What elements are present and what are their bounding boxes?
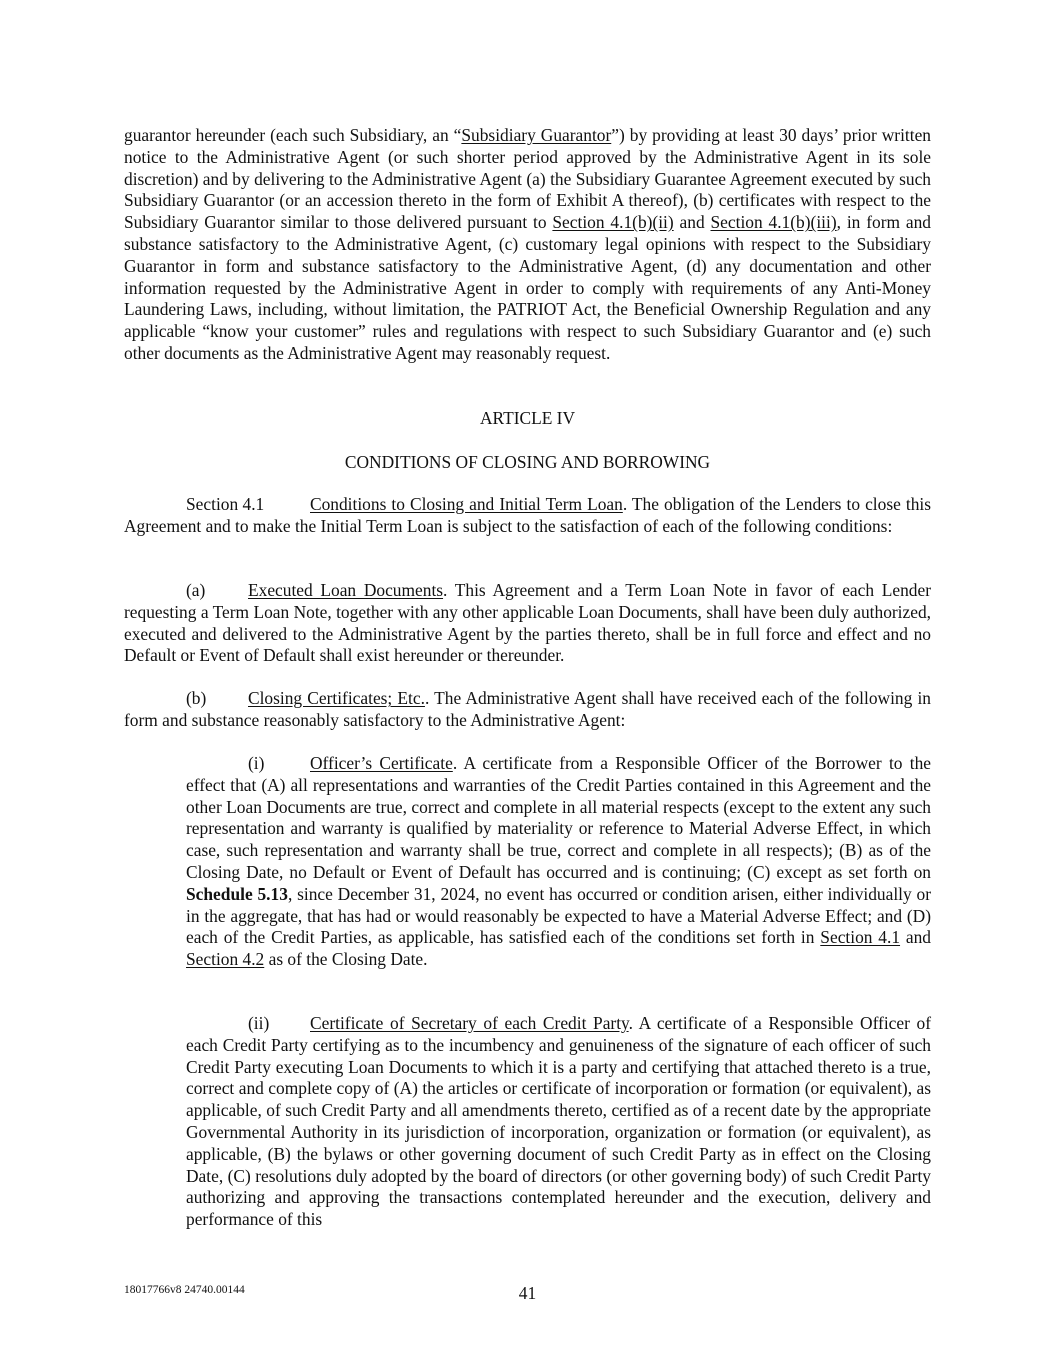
document-id: 18017766v8 24740.00144	[124, 1284, 245, 1296]
item-text-1: . A certificate from a Responsible Officer of the Borrower to the effect that (A) all representations and warranties of the Credit Parties contained in this Agreement and the other Loan Documents are true, correct and complete in all material respects (except to the extent any such representation and warranty is qualified by materiality or reference to Material Adverse Effect, in which case, such representation and warranty shall be true, correct and complete in all respects); (B) as of the Closing Date, no Default or Event of Default has occurred and is continuing; (C) except as set forth on	[186, 753, 931, 882]
item-number: (a)	[186, 580, 206, 600]
intro-text-2: ”) by providing at least 30 days’ prior written notice to the Administrative Agent (or such shorter period approved by the Administrative Agent in its sole discretion) and by delivering to the Administrative Agent (a) the Subsidiary Guarantee Agreement executed by such Subsidiary Guarantor (or an accession thereto in the form of Exhibit A thereof), (b) certificates with respect to the Subsidiary Guarantor similar to those delivered pursuant to	[124, 125, 931, 233]
article-heading: ARTICLE IV	[479, 408, 576, 428]
item-title: Closing Certificates; Etc.	[248, 688, 425, 708]
intro-text-3: and	[673, 212, 711, 233]
intro-paragraph	[124, 125, 931, 365]
item-i-paragraph	[186, 753, 931, 971]
item-text: . The Administrative Agent shall have received each of the following in form and substance reasonably satisfactory to the Administrative Agent:	[124, 688, 931, 730]
item-b-paragraph	[124, 688, 931, 732]
item-number: (ii)	[248, 1013, 270, 1033]
section-number: Section 4.1	[186, 494, 265, 514]
article-title: CONDITIONS OF CLOSING AND BORROWING	[344, 452, 711, 472]
section-reference-link: Section 4.1(b)(iii)	[710, 212, 837, 233]
section-4-1-paragraph	[124, 494, 931, 538]
item-text-4: as of the Closing Date.	[264, 949, 428, 970]
item-text: . This Agreement and a Term Loan Note in favor of each Lender requesting a Term Loan Note, together with any other applicable Loan Documents, shall have been duly authorized, executed and delivered to the Administrative Agent by the parties thereto, shall be in full force and effect and no Default or Event of Default shall exist hereunder or thereunder.	[124, 580, 931, 666]
item-text-2: , since December 31, 2024, no event has occurred or condition arisen, either individually or in the aggregate, that has had or would reasonably be expected to have a Material Adverse Effect; and (D) each of the Credit Parties, as applicable, has satisfied each of the conditions set forth in	[186, 883, 931, 948]
item-text: . A certificate of a Responsible Officer of each Credit Party certifying as to the incumbency and genuineness of the signature of each officer of such Credit Party executing Loan Documents to which it is a party and certifying that attached thereto is a true, correct and complete copy of (A) the articles or certificate of incorporation or formation (or equivalent), as applicable, of such Credit Party and all amendments thereto, certified as of a recent date by the appropriate Governmental Authority in its jurisdiction of incorporation, organization or formation (or equivalent), as applicable, (B) the bylaws or other governing document of such Credit Party as in effect on the Closing Date, (C) resolutions duly adopted by the board of directors (or other governing body) of such Credit Party authorizing and approving the transactions contemplated hereunder and the execution, delivery and performance of this	[186, 1013, 931, 1230]
intro-text-1: guarantor hereunder (each such Subsidiary, an “	[124, 125, 462, 145]
schedule-reference: Schedule 5.13	[186, 883, 288, 904]
item-title: Certificate of Secretary of each Credit Party	[310, 1013, 629, 1033]
item-text-3: and	[900, 927, 931, 948]
item-title: Executed Loan Documents	[248, 580, 444, 600]
section-reference-link: Section 4.1	[820, 927, 901, 948]
section-title: Conditions to Closing and Initial Term Loan	[310, 494, 623, 514]
item-number: (i)	[248, 753, 265, 773]
page-number: 41	[518, 1283, 537, 1303]
section-reference-link: Section 4.1(b)(ii)	[552, 212, 674, 233]
defined-term-subsidiary-guarantor: Subsidiary Guarantor	[461, 125, 612, 145]
section-text: . The obligation of the Lenders to close this Agreement and to make the Initial Term Loan is subject to the satisfaction of each of the following conditions:	[124, 494, 931, 536]
item-ii-paragraph	[186, 1013, 931, 1231]
item-a-paragraph	[124, 580, 931, 667]
item-title: Officer’s Certificate	[310, 753, 453, 773]
item-number: (b)	[186, 688, 207, 708]
intro-text-4: , in form and substance satisfactory to the Administrative Agent, (c) customary legal opinions with respect to the Subsidiary Guarantor in form and substance satisfactory to the Administrative Agent, (d) any documentation and other information requested by the Administrative Agent in order to comply with requirements of any Anti-Money Laundering Laws, including, without limitation, the PATRIOT Act, the Beneficial Ownership Regulation and any applicable “know your customer” rules and regulations with respect to such Subsidiary Guarantor and (e) such other documents as the Administrative Agent may reasonably request.	[124, 212, 931, 363]
section-reference-link: Section 4.2	[186, 949, 265, 970]
